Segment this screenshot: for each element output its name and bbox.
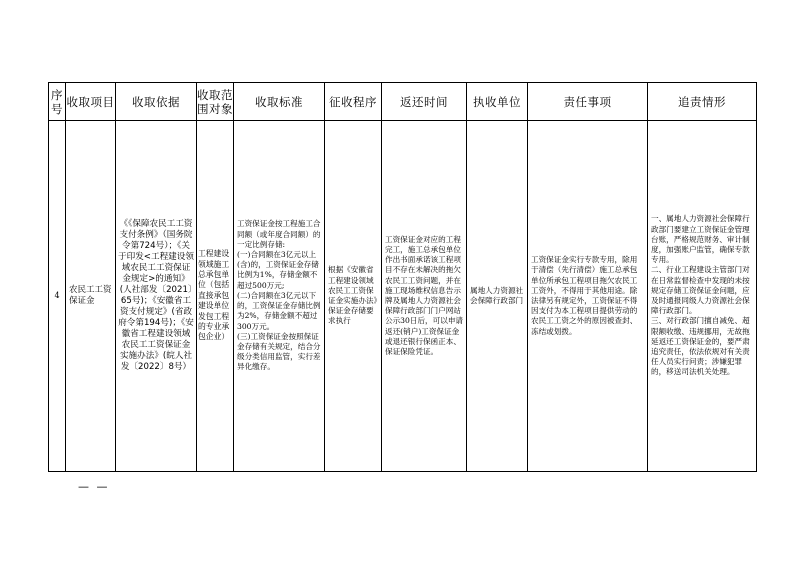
header-no: 序号 xyxy=(49,83,66,121)
header-standard: 收取标准 xyxy=(234,83,325,121)
header-duty: 责任事项 xyxy=(528,83,648,121)
row-accountability: 一、属地人力资源社会保障行政部门要建立工资保证金管理台账，严格规范财务、审计制度，加强账户监管，确保专款专用。 二、行业工程建设主管部门对在日常监督检查中发现的未按规定存储工资保证金问题，应及时通报同级人力资源社会保障行政部门。 三、对行政部门擅自减免、超限额收缴、违规挪用，无故拖延返还工资保证金的，要严肃追究责任，依法依规对有关责任人员实行问责；涉嫌犯罪的，移送司法机关处理。 xyxy=(651,214,750,377)
row-scope: 工程建设领域施工总承包单位（包括直接承包建设单位发包工程的专业承包企业） xyxy=(198,249,230,342)
row-refund-time: 工资保证金对应的工程完工，施工总承包单位作出书面承诺该工程项目不存在未解决的拖欠农民工工资问题，并在施工现场维权信息告示牌及属地人力资源社会保障行政部门门户网站公示30日后，可以申请返还(销户)工资保证金或退还银行保函正本、保证保险凭证。 xyxy=(385,234,464,357)
row-duty: 工资保证金实行专款专用，除用于清偿（先行清偿）施工总承包单位所承包工程项目拖欠农民工工资外，不得用于其他用途。除法律另有规定外，工资保证不得因支付为本工程项目提供劳动的农民工工资之外的原因被查封、冻结或划拨。 xyxy=(531,255,638,336)
header-procedure: 征收程序 xyxy=(325,83,382,121)
header-basis: 收取依据 xyxy=(116,83,197,121)
page-footer-dash: — — xyxy=(78,480,110,493)
header-refund-time: 返还时间 xyxy=(382,83,467,121)
fee-table xyxy=(48,82,757,472)
row-item: 农民工工资保证金 xyxy=(69,285,112,306)
row-unit: 属地人力资源社会保障行政部门 xyxy=(470,285,524,305)
header-scope: 收取范围对象 xyxy=(197,83,234,121)
row-procedure: 根据《安徽省工程建设领域农民工工资保证金实施办法》保证金存储要求执行 xyxy=(328,265,378,326)
table-row xyxy=(49,121,757,472)
header-row xyxy=(49,83,757,121)
header-unit: 执收单位 xyxy=(467,83,528,121)
row-standard: 工资保证金按工程施工合同额（或年度合同额）的一定比例存储: (一)合同额在3亿元以上(含)的，工资保证金存储比例为1%，存储金额不超过500万元; (二)合同额在3亿元以下的，工资保证金存储比例为2%，存储金额不超过300万元。 (三)工资保证金按照保证金存储有关规定，结合分级分类信用监管，实行差异化缴存。 xyxy=(237,219,321,372)
header-accountability: 追责情形 xyxy=(648,83,757,121)
row-basis: 《《保障农民工工资支付条例》（国务院令第724号）；《关于印发<工程建设领域农民工工资保证金规定>的通知》(人社部发〔2021〕65号)；《安徽省工资支付规定》(省政府令第194号)；《安徽省工程建设领域农民工工资保证金实施办法》(皖人社发〔2022〕8号） xyxy=(118,219,194,372)
header-item: 收取项目 xyxy=(66,83,116,121)
row-number: 4 xyxy=(54,290,60,300)
